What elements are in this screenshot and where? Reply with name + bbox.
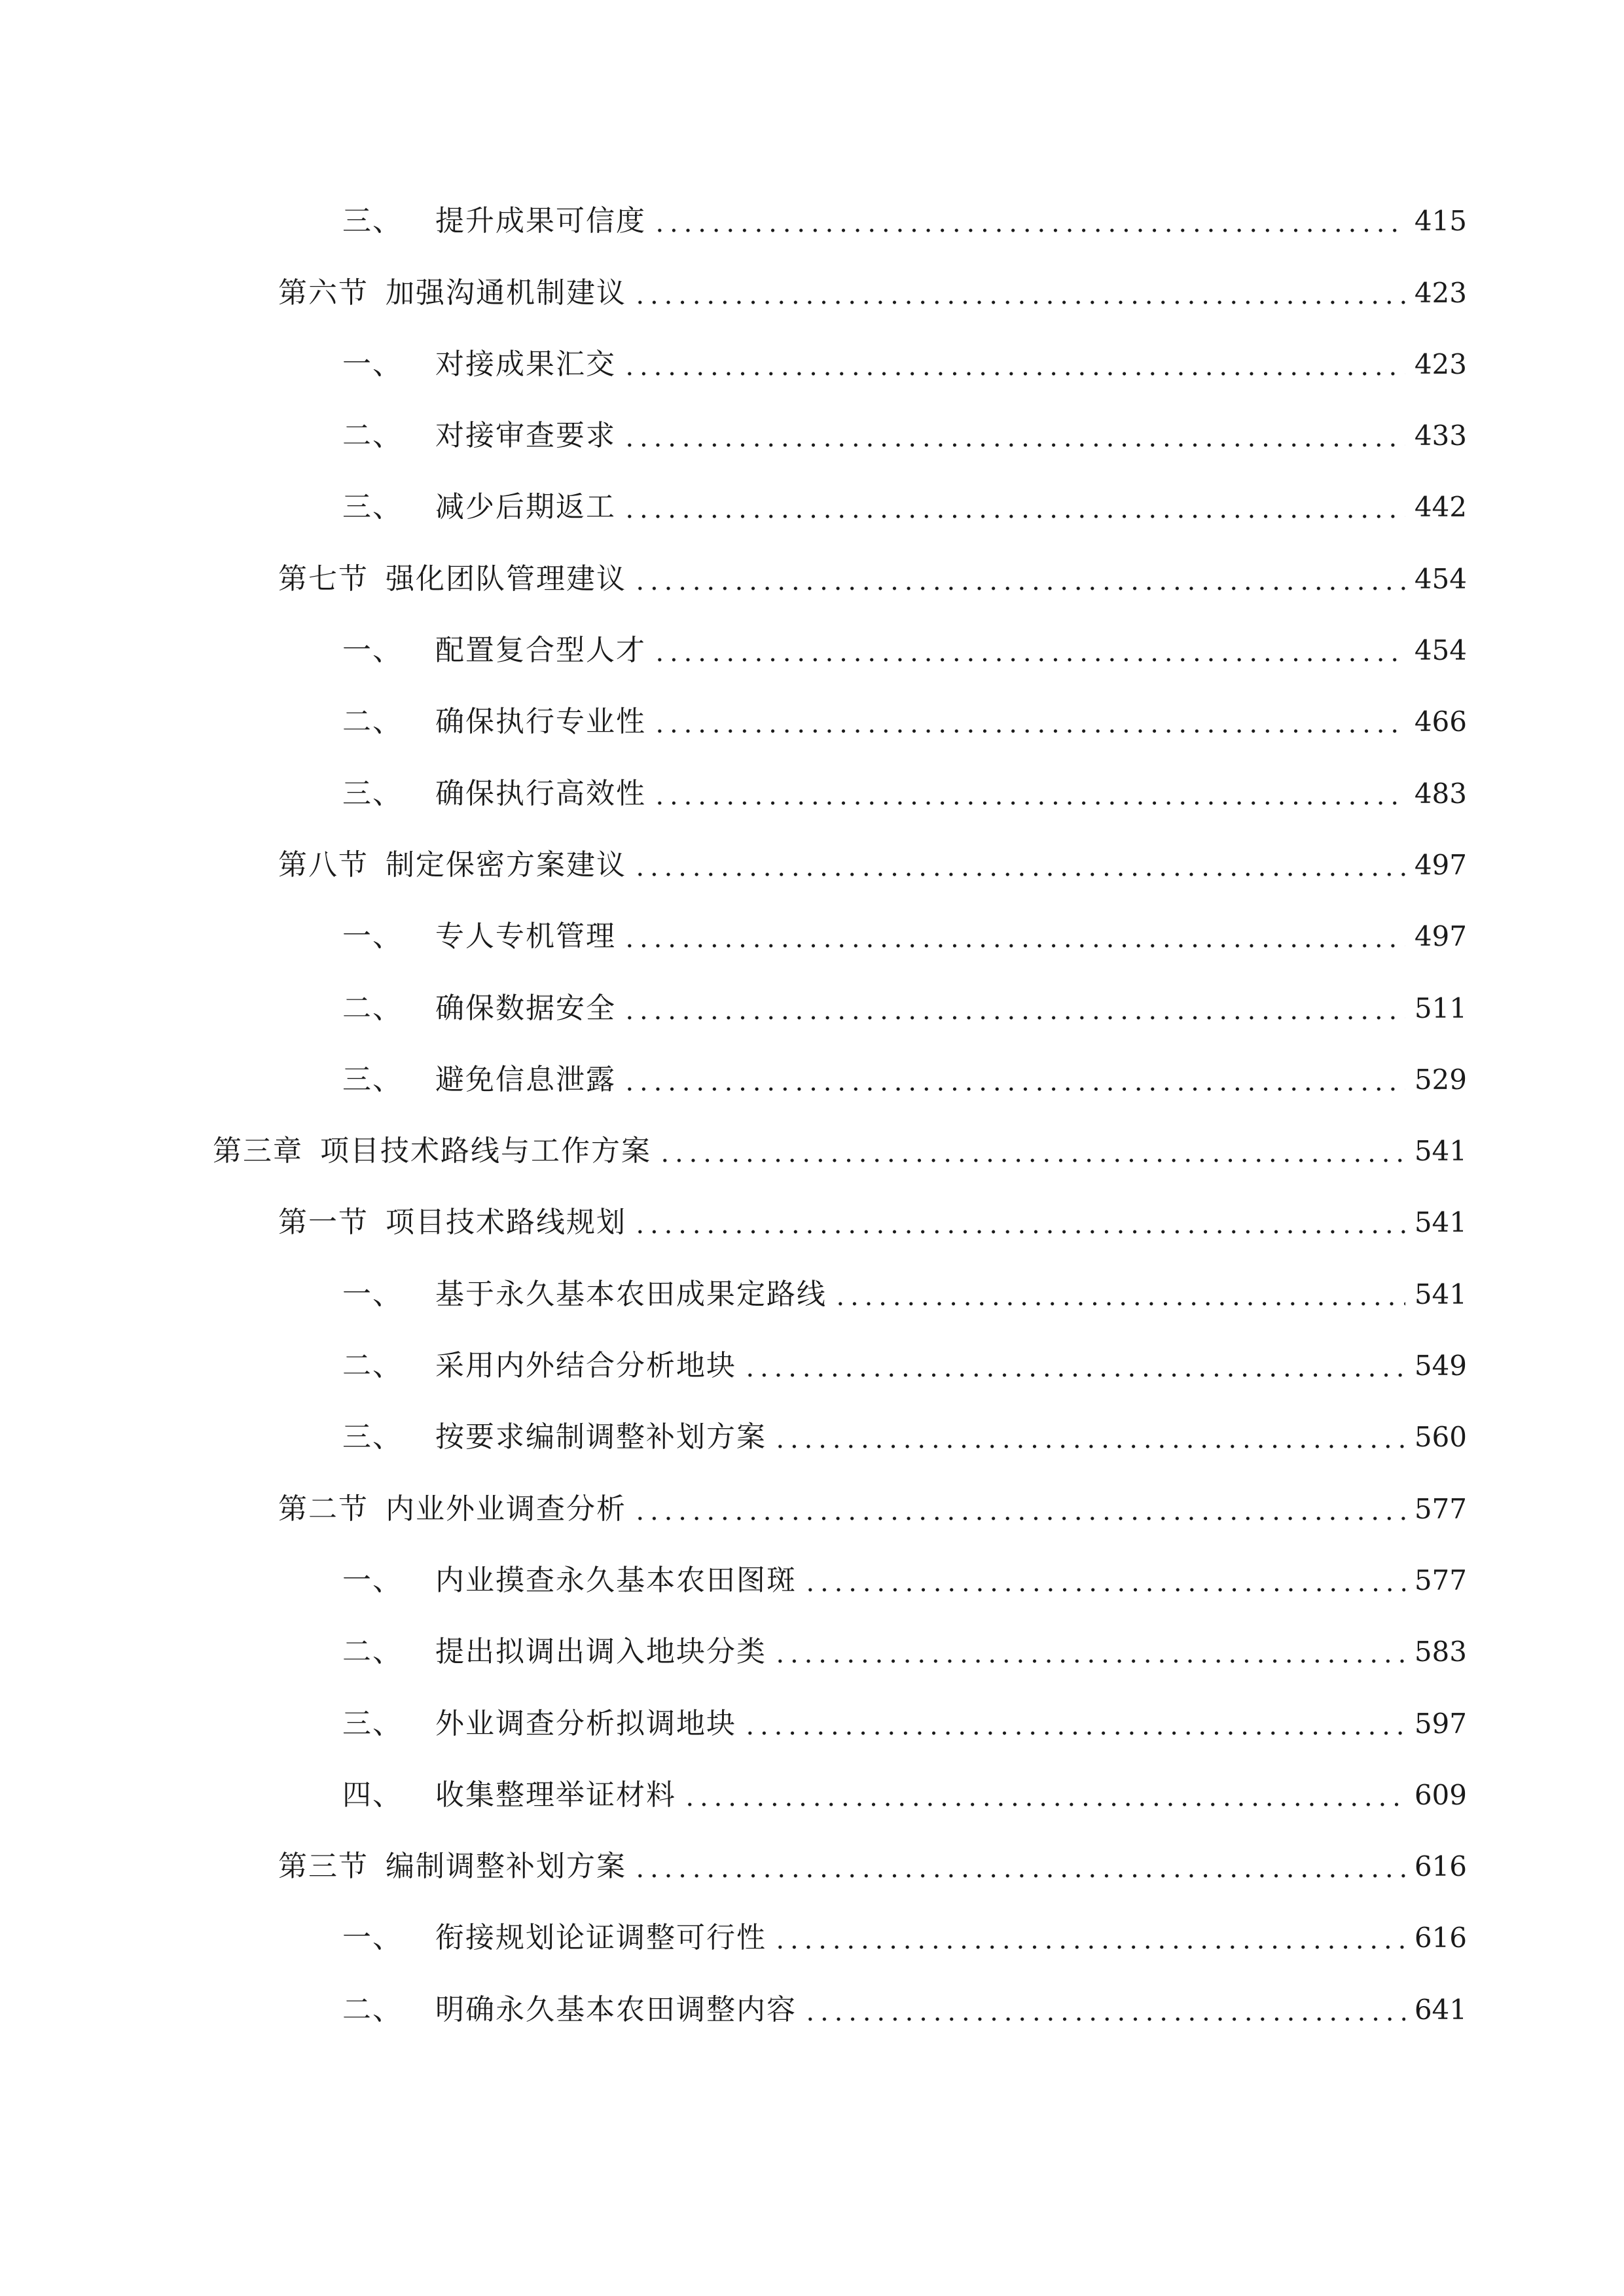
toc-entry-line xyxy=(342,1413,1467,1455)
toc-entry-title: 外业调查分析拟调地块 xyxy=(435,1706,736,1740)
toc-entry-title: 对接审查要求 xyxy=(435,419,616,453)
toc-entry[interactable] xyxy=(0,1117,1624,1189)
toc-entry-page-number: 415 xyxy=(1414,205,1467,238)
toc-entry-number: 一、 xyxy=(342,1563,403,1597)
toc-entry-line xyxy=(342,483,1467,525)
toc-entry[interactable] xyxy=(0,759,1624,831)
toc-entry-page-number: 497 xyxy=(1414,848,1467,881)
toc-entry[interactable] xyxy=(0,402,1624,473)
toc-entry-number: 第二节 xyxy=(278,1492,369,1526)
toc-entry[interactable] xyxy=(0,1975,1624,2047)
toc-entry-line xyxy=(342,1270,1467,1312)
toc-entry-page-number: 541 xyxy=(1414,1206,1467,1239)
toc-entry-number: 三、 xyxy=(342,204,403,238)
dot-leader xyxy=(743,1372,1405,1378)
toc-entry-line xyxy=(342,340,1467,382)
toc-entry-line xyxy=(278,1198,1467,1240)
toc-entry-title: 确保数据安全 xyxy=(435,991,616,1025)
toc-entry-number: 三、 xyxy=(342,776,403,810)
toc-entry-number: 三、 xyxy=(342,490,403,524)
dot-leader xyxy=(653,800,1405,806)
toc-entry-number: 一、 xyxy=(342,1277,403,1311)
toc-entry-page-number: 616 xyxy=(1414,1922,1467,1954)
toc-entry-number: 二、 xyxy=(342,419,403,453)
dot-leader xyxy=(773,1443,1405,1450)
dot-leader xyxy=(743,1730,1405,1736)
toc-entry-page-number: 483 xyxy=(1414,777,1467,810)
dot-leader xyxy=(773,1658,1405,1664)
dot-leader xyxy=(773,1944,1405,1950)
toc-entry-page-number: 454 xyxy=(1414,634,1467,667)
toc-entry-page-number: 577 xyxy=(1414,1492,1467,1525)
toc-entry-page-number: 497 xyxy=(1414,920,1467,953)
toc-entry-title: 提出拟调出调入地块分类 xyxy=(435,1635,767,1669)
toc-entry-line xyxy=(342,626,1467,668)
toc-entry-line xyxy=(342,1700,1467,1742)
toc-entry-title: 对接成果汇交 xyxy=(435,347,616,381)
dot-leader xyxy=(623,513,1405,520)
toc-entry-title: 提升成果可信度 xyxy=(435,204,646,238)
dot-leader xyxy=(623,370,1405,377)
toc-entry-number: 一、 xyxy=(342,920,403,954)
dot-leader xyxy=(633,1229,1405,1235)
toc-entry-number: 二、 xyxy=(342,991,403,1025)
toc-entry-number: 第八节 xyxy=(278,848,369,882)
toc-entry-number: 三、 xyxy=(342,1062,403,1096)
dot-leader xyxy=(633,1873,1405,1879)
dot-leader xyxy=(653,728,1405,734)
toc-entry-line xyxy=(278,1485,1467,1527)
toc-entry-title: 编制调整补划方案 xyxy=(386,1850,626,1884)
toc-entry[interactable] xyxy=(0,1260,1624,1331)
dot-leader xyxy=(633,585,1405,592)
toc-entry-number: 第三节 xyxy=(278,1850,369,1884)
toc-entry[interactable] xyxy=(0,331,1624,402)
toc-entry-title: 确保执行专业性 xyxy=(435,705,646,739)
toc-entry[interactable] xyxy=(0,1403,1624,1475)
dot-leader xyxy=(623,942,1405,949)
toc-entry-title: 制定保密方案建议 xyxy=(386,848,626,882)
toc-entry[interactable] xyxy=(0,1189,1624,1260)
toc-entry-title: 基于永久基本农田成果定路线 xyxy=(435,1277,827,1311)
table-of-contents xyxy=(0,187,1624,2047)
toc-entry-line xyxy=(342,1556,1467,1598)
toc-entry[interactable] xyxy=(0,1833,1624,1904)
toc-entry-line xyxy=(342,698,1467,740)
toc-entry-number: 四、 xyxy=(342,1778,403,1812)
toc-entry-page-number: 609 xyxy=(1414,1778,1467,1811)
toc-entry[interactable] xyxy=(0,545,1624,616)
toc-entry-line xyxy=(342,1342,1467,1384)
toc-entry-page-number: 597 xyxy=(1414,1707,1467,1740)
dot-leader xyxy=(633,1515,1405,1522)
toc-entry-title: 采用内外结合分析地块 xyxy=(435,1349,736,1383)
toc-entry-title: 按要求编制调整补划方案 xyxy=(435,1420,767,1454)
dot-leader xyxy=(623,1086,1405,1092)
toc-entry-number: 二、 xyxy=(342,705,403,739)
toc-entry-line xyxy=(278,841,1467,883)
toc-entry-title: 避免信息泄露 xyxy=(435,1062,616,1096)
toc-entry-page-number: 549 xyxy=(1414,1350,1467,1382)
toc-entry[interactable] xyxy=(0,187,1624,259)
dot-leader xyxy=(633,871,1405,878)
toc-entry-line xyxy=(342,1914,1467,1956)
dot-leader xyxy=(653,227,1405,234)
toc-entry-title: 明确永久基本农田调整内容 xyxy=(435,1992,797,2026)
toc-entry-page-number: 583 xyxy=(1414,1636,1467,1668)
toc-entry-number: 一、 xyxy=(342,347,403,381)
toc-entry-line xyxy=(342,1056,1467,1098)
toc-entry-page-number: 641 xyxy=(1414,1993,1467,2026)
toc-entry[interactable] xyxy=(0,1332,1624,1403)
toc-entry[interactable] xyxy=(0,1475,1624,1546)
toc-entry[interactable] xyxy=(0,903,1624,974)
toc-entry-title: 衔接规划论证调整可行性 xyxy=(435,1921,767,1955)
toc-entry-title: 内业外业调查分析 xyxy=(386,1492,626,1526)
toc-entry-page-number: 442 xyxy=(1414,491,1467,524)
toc-entry-line xyxy=(342,984,1467,1026)
toc-entry[interactable] xyxy=(0,617,1624,688)
dot-leader xyxy=(633,299,1405,306)
toc-entry-line xyxy=(342,1771,1467,1813)
toc-entry-page-number: 466 xyxy=(1414,706,1467,738)
toc-entry-line xyxy=(342,412,1467,454)
toc-entry-page-number: 529 xyxy=(1414,1063,1467,1096)
toc-entry-line xyxy=(278,555,1467,597)
toc-entry-title: 项目技术路线规划 xyxy=(386,1206,626,1240)
toc-entry[interactable] xyxy=(0,1547,1624,1618)
toc-entry-page-number: 511 xyxy=(1414,992,1467,1024)
toc-entry-page-number: 433 xyxy=(1414,420,1467,452)
dot-leader xyxy=(683,1801,1405,1808)
toc-entry-page-number: 577 xyxy=(1414,1564,1467,1596)
toc-entry-title: 专人专机管理 xyxy=(435,920,616,954)
dot-leader xyxy=(803,2016,1405,2022)
toc-entry-title: 配置复合型人才 xyxy=(435,634,646,668)
toc-entry[interactable] xyxy=(0,259,1624,330)
toc-entry[interactable] xyxy=(0,688,1624,759)
toc-entry-line xyxy=(278,1842,1467,1884)
toc-entry[interactable] xyxy=(0,1761,1624,1833)
toc-entry-title: 加强沟通机制建议 xyxy=(386,276,626,310)
toc-entry[interactable] xyxy=(0,1618,1624,1689)
toc-entry-number: 第三章 xyxy=(213,1134,303,1168)
toc-entry-page-number: 541 xyxy=(1414,1278,1467,1310)
dot-leader xyxy=(623,442,1405,448)
toc-entry-number: 二、 xyxy=(342,1992,403,2026)
toc-entry-line xyxy=(278,269,1467,311)
toc-entry-line xyxy=(213,1127,1467,1169)
toc-entry[interactable] xyxy=(0,1904,1624,1975)
toc-entry[interactable] xyxy=(0,1689,1624,1761)
toc-entry-title: 确保执行高效性 xyxy=(435,776,646,810)
toc-entry-line xyxy=(342,197,1467,239)
toc-entry-line xyxy=(342,1986,1467,2028)
toc-entry-title: 收集整理举证材料 xyxy=(435,1778,676,1812)
toc-entry-page-number: 423 xyxy=(1414,348,1467,380)
dot-leader xyxy=(833,1300,1405,1307)
toc-entry-title: 减少后期返工 xyxy=(435,490,616,524)
toc-entry-page-number: 541 xyxy=(1414,1135,1467,1168)
toc-entry-page-number: 454 xyxy=(1414,562,1467,595)
toc-entry[interactable] xyxy=(0,1046,1624,1117)
toc-entry-number: 三、 xyxy=(342,1706,403,1740)
toc-entry-number: 三、 xyxy=(342,1420,403,1454)
toc-entry[interactable] xyxy=(0,473,1624,545)
toc-entry-page-number: 560 xyxy=(1414,1421,1467,1454)
toc-entry-number: 第六节 xyxy=(278,276,369,310)
toc-entry-number: 二、 xyxy=(342,1635,403,1669)
dot-leader xyxy=(653,656,1405,663)
toc-entry-title: 内业摸查永久基本农田图斑 xyxy=(435,1563,797,1597)
dot-leader xyxy=(658,1157,1405,1164)
toc-entry-line xyxy=(342,1628,1467,1670)
toc-entry-page-number: 616 xyxy=(1414,1850,1467,1883)
dot-leader xyxy=(803,1587,1405,1593)
toc-entry-line xyxy=(342,770,1467,812)
toc-entry-title: 强化团队管理建议 xyxy=(386,562,626,596)
toc-entry-number: 第一节 xyxy=(278,1206,369,1240)
toc-entry-title: 项目技术路线与工作方案 xyxy=(320,1134,651,1168)
toc-entry-number: 二、 xyxy=(342,1349,403,1383)
toc-entry-page-number: 423 xyxy=(1414,276,1467,309)
toc-entry-number: 第七节 xyxy=(278,562,369,596)
toc-entry-number: 一、 xyxy=(342,1921,403,1955)
toc-entry[interactable] xyxy=(0,974,1624,1045)
toc-entry[interactable] xyxy=(0,831,1624,903)
toc-entry-line xyxy=(342,912,1467,954)
toc-entry-number: 一、 xyxy=(342,634,403,668)
dot-leader xyxy=(623,1014,1405,1021)
